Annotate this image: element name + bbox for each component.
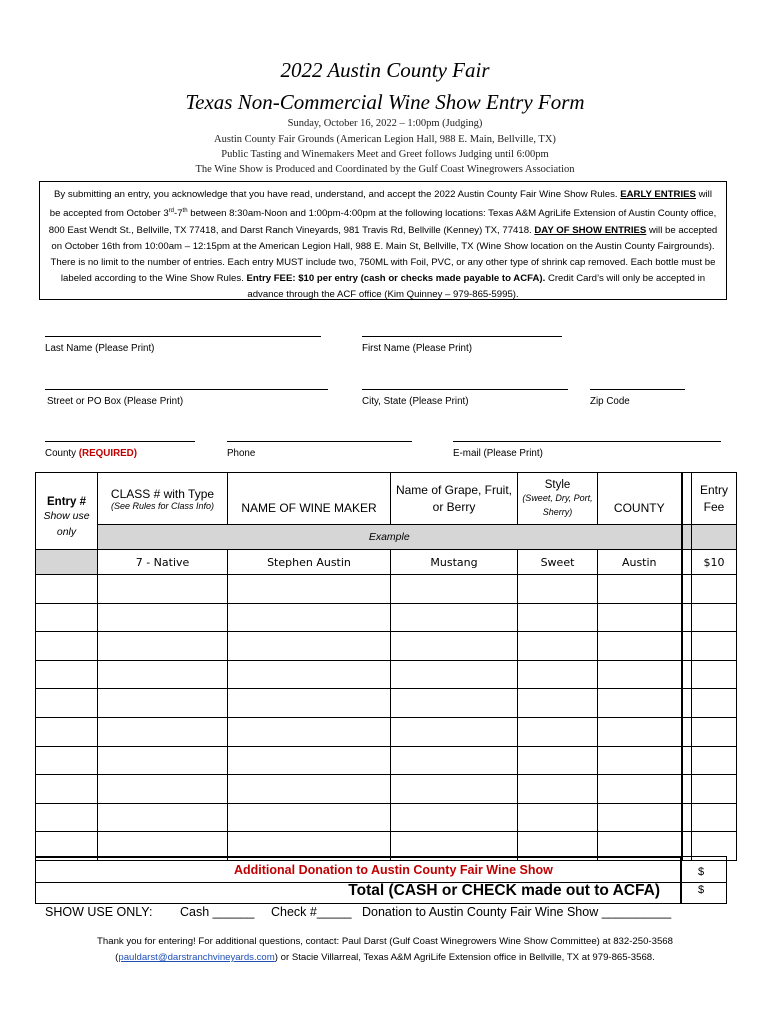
- last-name-label: Last Name (Please Print): [45, 343, 155, 354]
- city-state-label: City, State (Please Print): [362, 396, 469, 407]
- county-field[interactable]: [45, 441, 195, 442]
- zip-field[interactable]: [590, 389, 685, 390]
- email-label: E-mail (Please Print): [453, 448, 543, 459]
- total-amount-field[interactable]: $: [681, 882, 727, 904]
- street-label: Street or PO Box (Please Print): [47, 396, 184, 407]
- county-label: County (REQUIRED): [45, 448, 138, 459]
- table-row[interactable]: [36, 803, 737, 832]
- table-row[interactable]: [36, 775, 737, 804]
- donation-row: [35, 856, 681, 883]
- phone-label: Phone: [227, 448, 256, 459]
- example-label: Example: [98, 525, 682, 550]
- entries-table: [35, 472, 737, 861]
- form-title: 2022 Austin County Fair: [280, 58, 490, 82]
- email-field[interactable]: [453, 441, 721, 442]
- grape-header: Name of Grape, Fruit, or Berry: [391, 473, 518, 525]
- show-use-label: SHOW USE ONLY:: [45, 905, 153, 919]
- donation-label: Additional Donation to Austin County Fair Wine Show: [234, 863, 553, 877]
- class-header: CLASS # with Type (See Rules for Class Info): [98, 473, 228, 525]
- table-row[interactable]: [36, 632, 737, 661]
- email-link[interactable]: pauldarst@darstranchvineyards.com: [118, 952, 275, 963]
- table-row[interactable]: [36, 689, 737, 718]
- first-name-field[interactable]: [362, 336, 562, 337]
- check-field[interactable]: Check #_____: [271, 905, 352, 919]
- table-row[interactable]: [36, 746, 737, 775]
- table-row[interactable]: [36, 660, 737, 689]
- zip-label: Zip Code: [590, 396, 630, 407]
- donation-field[interactable]: Donation to Austin County Fair Wine Show __________: [362, 905, 672, 919]
- event-location: Austin County Fair Grounds (American Legion Hall, 988 E. Main, Bellville, TX): [214, 134, 556, 145]
- form-subtitle: Texas Non-Commercial Wine Show Entry Form: [185, 90, 585, 114]
- donation-amount-field[interactable]: $: [681, 856, 727, 883]
- required-note: (REQUIRED): [78, 448, 138, 459]
- total-row: [35, 882, 681, 904]
- fee-header: Entry Fee: [692, 473, 737, 525]
- county-header: COUNTY: [598, 473, 682, 525]
- style-header: Style (Sweet, Dry, Port, Sherry): [518, 473, 598, 525]
- footer-contact-2: (pauldarst@darstranchvineyards.com) or Stacie Villarreal, Texas A&M AgriLife Extension office in Bellville, TX at 979-865-3568.: [115, 952, 655, 963]
- street-field[interactable]: [45, 389, 328, 390]
- first-name-label: First Name (Please Print): [362, 343, 472, 354]
- event-tasting: Public Tasting and Winemakers Meet and Greet follows Judging until 6:00pm: [221, 149, 549, 160]
- table-row[interactable]: [36, 575, 737, 604]
- total-label: Total (CASH or CHECK made out to ACFA): [348, 882, 660, 899]
- cash-field[interactable]: Cash ______: [180, 905, 255, 919]
- phone-field[interactable]: [227, 441, 412, 442]
- event-date: Sunday, October 16, 2022 – 1:00pm (Judging): [287, 118, 483, 129]
- event-producer: The Wine Show is Produced and Coordinated by the Gulf Coast Winegrowers Association: [195, 164, 575, 175]
- winemaker-header: NAME OF WINE MAKER: [228, 473, 391, 525]
- example-row: 7 - Native Stephen Austin Mustang Sweet Austin $10: [36, 550, 737, 575]
- last-name-field[interactable]: [45, 336, 321, 337]
- footer-contact: Thank you for entering! For additional questions, contact: Paul Darst (Gulf Coast Winegrowers Wine Show Committee) at 832-250-3568: [97, 936, 673, 947]
- table-row[interactable]: [36, 603, 737, 632]
- rules-notice: By submitting an entry, you acknowledge that you have read, understand, and accept the 2022 Austin County Fair Wine Show Rules. EARLY ENTRIES will be accepted from October 3rd-7th between 8:30am-Noon and 1:00pm-4:00pm at the following locations: Texas A&M AgriLife Extension of Austin County office, 800 East Wendt St., Bellville, TX 77418, and Darst Ranch Vineyards, 981 Travis Rd, Bellville (Kenney) TX, 77418. DAY OF SHOW ENTRIES will be accepted on October 16th from 10:00am – 12:15pm at the American Legion Hall, 988 E. Main St, Bellville, TX (Wine Show location on the Austin County Fairgrounds). There is no limit to the number of entries. Each entry MUST include two, 750ML with Foil, PVC, or any other type of shrink cap removed. Each bottle must be labeled according to the Wine Show Rules. Entry FEE: $10 per entry (cash or checks made payable to ACFA). Credit Card’s will only be accepted in advance through the ACF office (Kim Quinney – 979-865-5995).: [39, 181, 727, 300]
- table-row[interactable]: [36, 717, 737, 746]
- entry-number-header: Entry # Show use only: [36, 473, 98, 550]
- city-state-field[interactable]: [362, 389, 568, 390]
